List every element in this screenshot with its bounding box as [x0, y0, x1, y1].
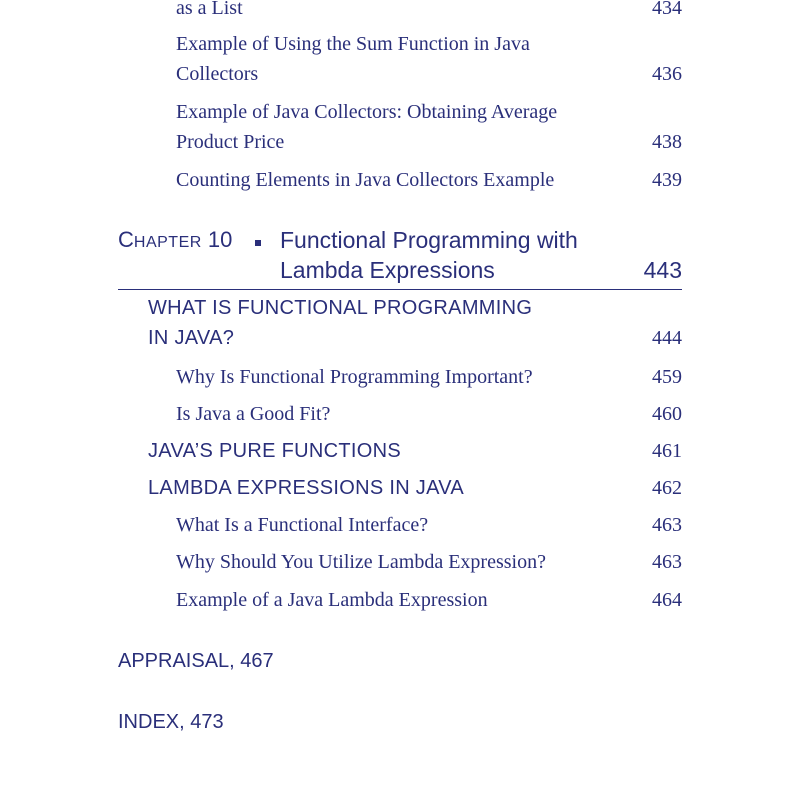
chapter-number: 10	[207, 227, 233, 252]
toc-entry-label: Is Java a Good Fit?	[176, 403, 331, 425]
toc-appraisal: APPRAISAL, 467	[118, 650, 274, 672]
toc-entry-page: 434	[652, 0, 682, 19]
toc-entry-label: Example of a Java Lambda Expression	[176, 589, 488, 611]
toc-section-label: WHAT IS FUNCTIONAL PROGRAMMING	[148, 297, 533, 319]
toc-entry-page: 463	[652, 514, 682, 536]
toc-section-page: 462	[652, 477, 682, 499]
toc-entry-label-cont: Collectors	[176, 63, 259, 85]
toc-entry-page: 459	[652, 366, 682, 388]
toc-section-label: JAVA’S PURE FUNCTIONS	[148, 440, 401, 462]
toc-entry-page: 463	[652, 551, 682, 573]
toc-section-page: 461	[652, 440, 682, 462]
toc-entry-page: 460	[652, 403, 682, 425]
toc-entry-label: What Is a Functional Interface?	[176, 514, 429, 536]
toc-section-page: 444	[652, 327, 682, 349]
toc-entry-label: Counting Elements in Java Collectors Example	[176, 169, 555, 191]
toc-index: INDEX, 473	[118, 711, 224, 733]
toc-entry-label: Why Should You Utilize Lambda Expression?	[176, 551, 546, 573]
toc-entry-page: 438	[652, 131, 682, 153]
chapter-label-initial: C	[118, 227, 134, 252]
toc-section-label: LAMBDA EXPRESSIONS IN JAVA	[148, 477, 465, 499]
toc-entry-page: 436	[652, 63, 682, 85]
toc-entry-label: as a List	[176, 0, 243, 19]
toc-entry-page: 464	[652, 589, 682, 611]
toc-entry-label: Why Is Functional Programming Important?	[176, 366, 533, 388]
toc-section-label-cont: IN JAVA?	[148, 327, 235, 349]
toc-entry-label-cont: Product Price	[176, 131, 285, 153]
chapter-label-rest: HAPTER	[133, 234, 202, 251]
toc-entry-page: 439	[652, 169, 682, 191]
toc-entry-label: Example of Using the Sum Function in Java	[176, 33, 530, 55]
chapter-title-cont: Lambda Expressions	[280, 257, 495, 283]
chapter-page: 443	[643, 257, 682, 283]
chapter-title: Functional Programming with	[280, 227, 578, 253]
chapter-label	[118, 229, 232, 251]
chapter-bullet	[255, 240, 261, 246]
toc-entry-label: Example of Java Collectors: Obtaining Average	[176, 101, 558, 123]
chapter-divider	[118, 289, 682, 290]
